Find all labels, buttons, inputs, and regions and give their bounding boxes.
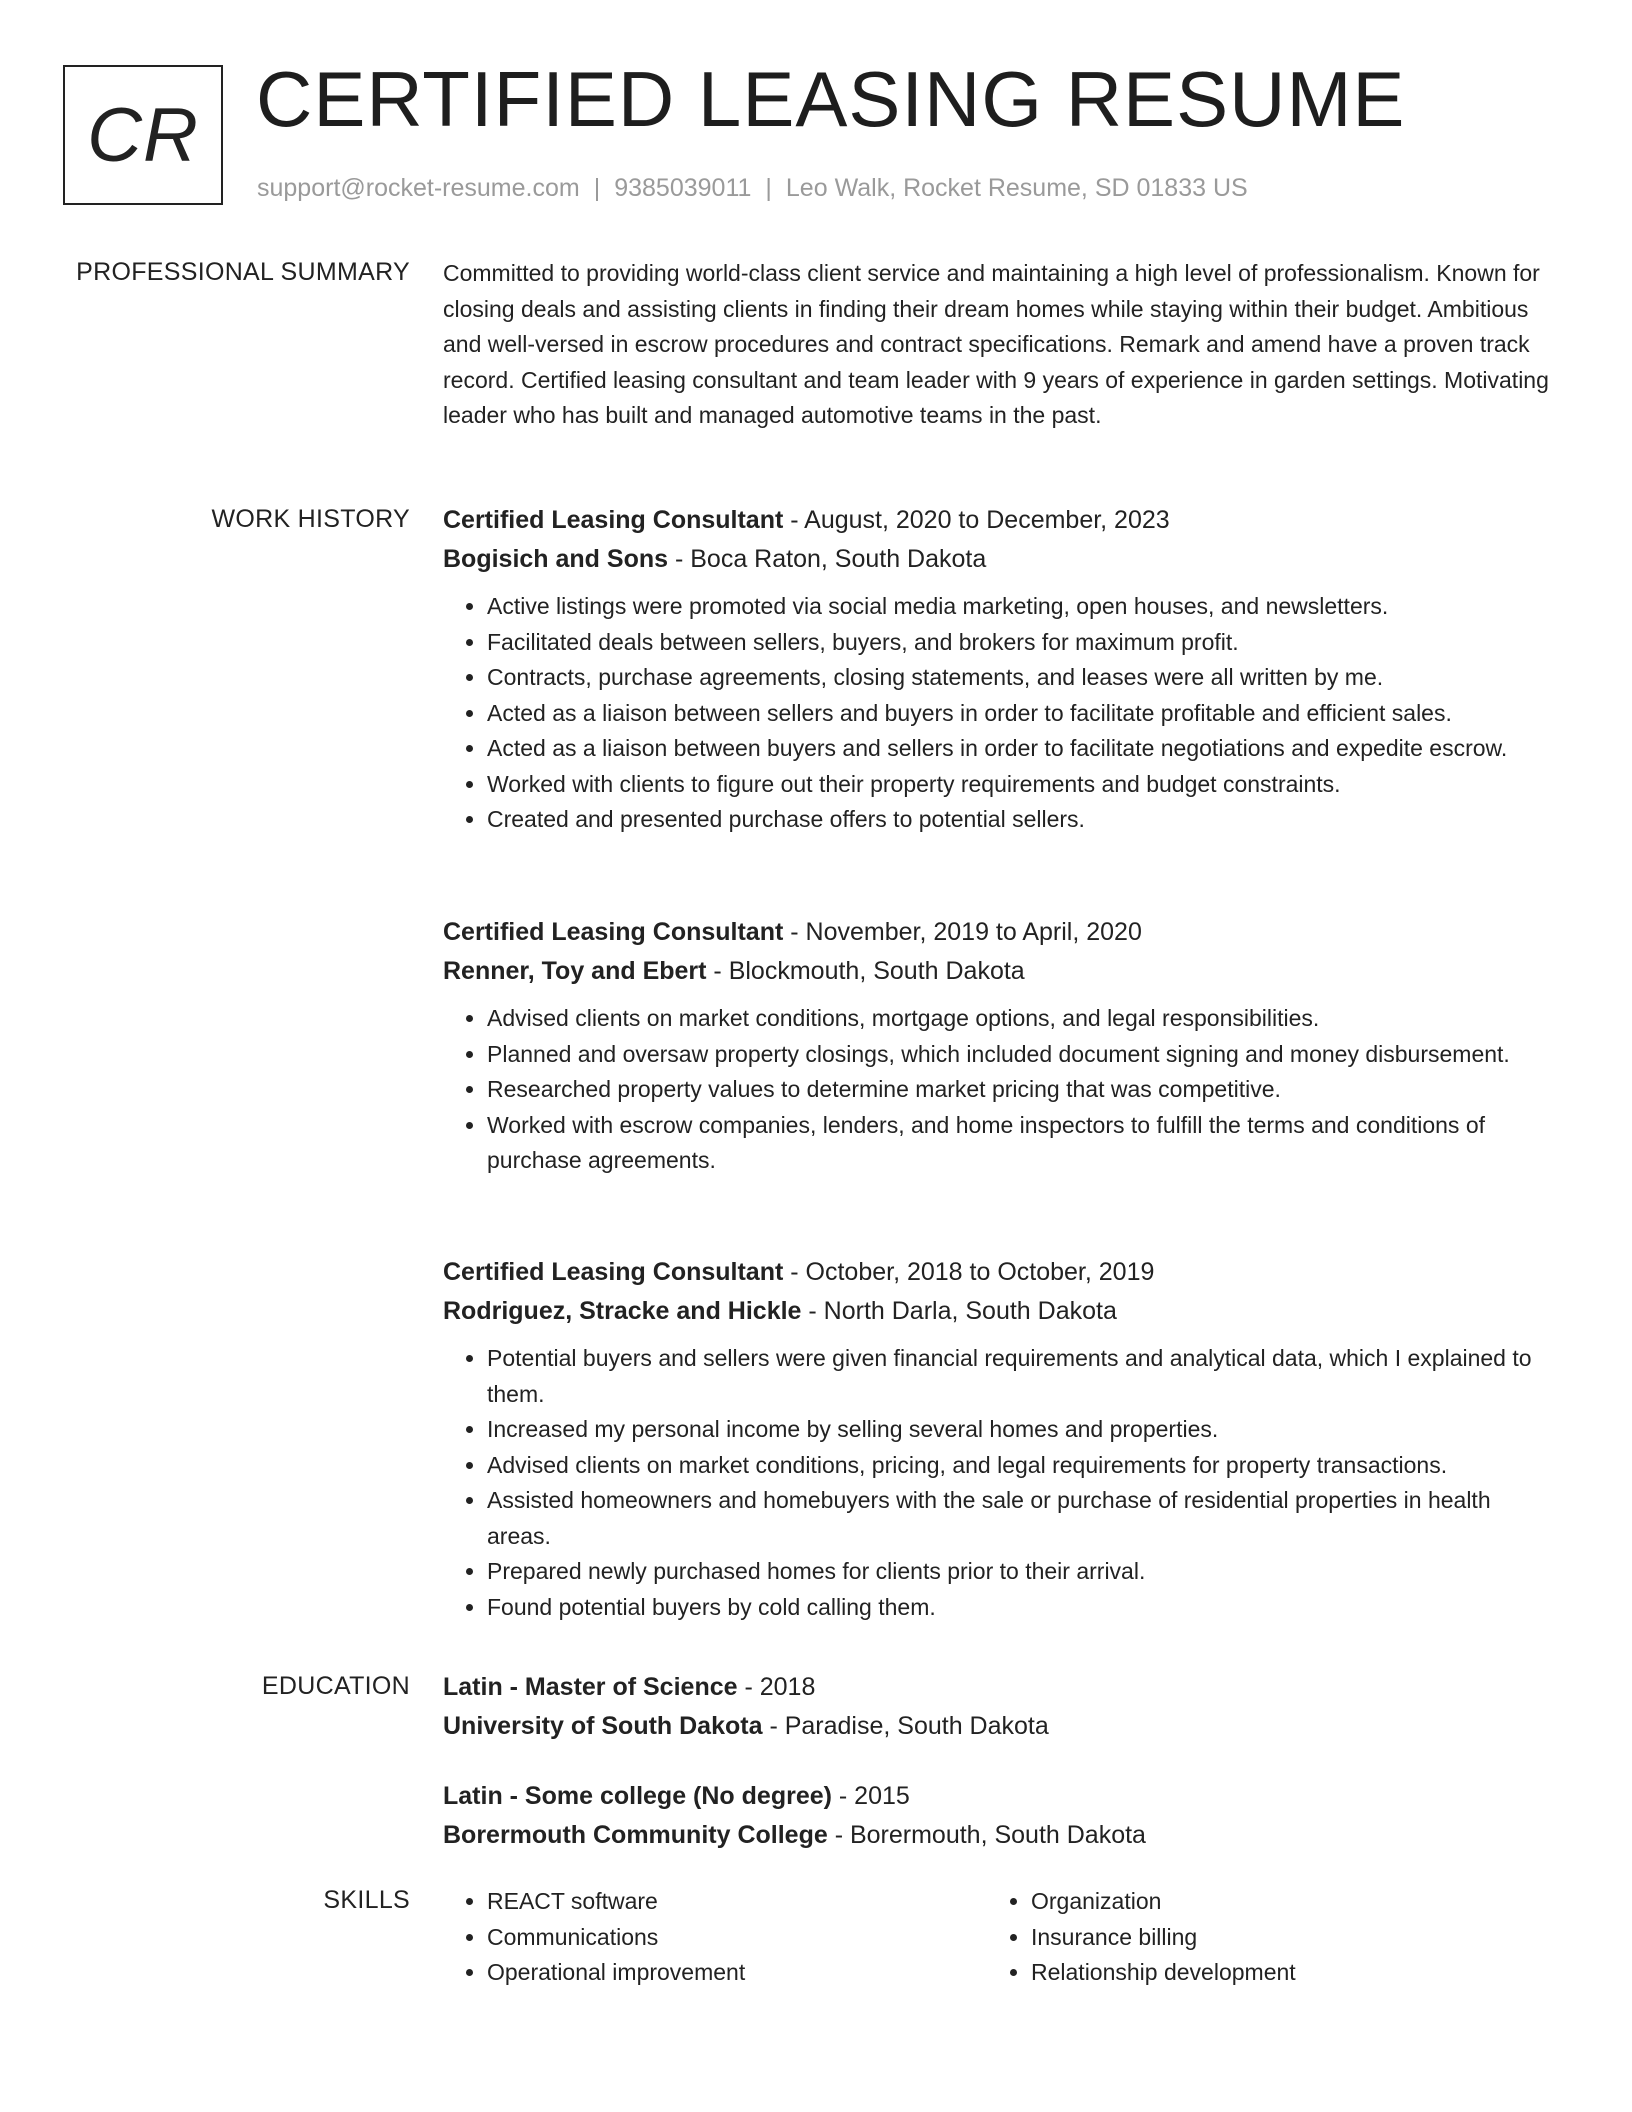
- contact-separator: |: [765, 174, 772, 202]
- job-bullet: • Contracts, purchase agreements, closing statements, and leases were all written by me.: [487, 660, 1553, 696]
- monogram-logo: CR: [63, 65, 223, 205]
- education-degree: Latin - Master of Science: [443, 1673, 738, 1701]
- education-location: - Borermouth, South Dakota: [827, 1821, 1146, 1849]
- section-label-work-history: WORK HISTORY: [211, 505, 410, 533]
- job-location: - North Darla, South Dakota: [801, 1297, 1117, 1325]
- job-bullets: [443, 589, 1553, 838]
- skills-column-left: [443, 1884, 983, 1991]
- job-bullet: • Active listings were promoted via social media marketing, open houses, and newsletters.: [487, 589, 1553, 625]
- education-location: - Paradise, South Dakota: [762, 1712, 1049, 1740]
- education-school: Borermouth Community College: [443, 1821, 828, 1849]
- job-title: Certified Leasing Consultant: [443, 1258, 784, 1286]
- skill-item: • Relationship development: [1031, 1955, 1547, 1991]
- education-degree-line: [443, 1777, 1553, 1816]
- job-location: - Boca Raton, South Dakota: [668, 545, 987, 573]
- skills-column-right: [987, 1884, 1547, 1991]
- job-company: Rodriguez, Stracke and Hickle: [443, 1297, 802, 1325]
- job-bullet: • Potential buyers and sellers were given financial requirements and analytical data, which I explained to them.: [487, 1341, 1553, 1412]
- contact-address: Leo Walk, Rocket Resume, SD 01833 US: [785, 174, 1248, 202]
- education-degree: Latin - Some college (No degree): [443, 1782, 832, 1810]
- job-dates: - August, 2020 to December, 2023: [783, 506, 1170, 534]
- section-label-skills: SKILLS: [323, 1886, 410, 1914]
- section-label-education: EDUCATION: [261, 1672, 410, 1700]
- job-bullet: • Created and presented purchase offers to potential sellers.: [487, 802, 1553, 838]
- education-entry: [443, 1668, 1553, 1746]
- job-bullet: • Acted as a liaison between buyers and sellers in order to facilitate negotiations and expedite escrow.: [487, 731, 1553, 767]
- job-location: - Blockmouth, South Dakota: [706, 957, 1025, 985]
- job-bullet: • Found potential buyers by cold calling them.: [487, 1590, 1553, 1626]
- job-bullet: • Worked with clients to figure out their property requirements and budget constraints.: [487, 767, 1553, 803]
- job-company: Renner, Toy and Ebert: [443, 957, 707, 985]
- job-bullet: • Advised clients on market conditions, pricing, and legal requirements for property transactions.: [487, 1448, 1553, 1484]
- contact-phone[interactable]: 9385039011: [614, 174, 752, 202]
- job-title-line: [443, 501, 1553, 540]
- job-bullets: [443, 1001, 1553, 1179]
- job-title-line: [443, 1253, 1553, 1292]
- job-bullet: • Increased my personal income by selling several homes and properties.: [487, 1412, 1553, 1448]
- job-company-line: [443, 952, 1553, 991]
- skill-item: • Operational improvement: [487, 1955, 983, 1991]
- job-company-line: [443, 1292, 1553, 1331]
- education-entry: [443, 1777, 1553, 1855]
- skills-list: [987, 1884, 1547, 1991]
- job-bullets: [443, 1341, 1553, 1625]
- summary-text: Committed to providing world-class client service and maintaining a high level of professionalism. Known for closing deals and assisting clients in finding their dream homes while staying within their budget. Ambitious and well-versed in escrow procedures and contract specifications. Remark and amend have a proven track record. Certified leasing consultant and team leader with 9 years of experience in garden settings. Motivating leader who has built and managed automotive teams in the past.: [443, 260, 1549, 428]
- job-bullet: • Acted as a liaison between sellers and buyers in order to facilitate profitable and efficient sales.: [487, 696, 1553, 732]
- job-entry: [443, 501, 1553, 838]
- skill-item: • Communications: [487, 1920, 983, 1956]
- section-label-summary: PROFESSIONAL SUMMARY: [76, 258, 410, 286]
- skills-list: [443, 1884, 983, 1991]
- job-dates: - November, 2019 to April, 2020: [783, 918, 1142, 946]
- job-dates: - October, 2018 to October, 2019: [783, 1258, 1155, 1286]
- job-entry: [443, 913, 1553, 1179]
- job-bullet: • Advised clients on market conditions, mortgage options, and legal responsibilities.: [487, 1001, 1553, 1037]
- job-bullet: • Assisted homeowners and homebuyers with the sale or purchase of residential properties in health areas.: [487, 1483, 1553, 1554]
- education-school-line: [443, 1816, 1553, 1855]
- contact-line: [257, 174, 1248, 203]
- contact-email[interactable]: support@rocket-resume.com: [257, 174, 580, 202]
- job-title-line: [443, 913, 1553, 952]
- job-title: Certified Leasing Consultant: [443, 506, 784, 534]
- skill-item: • Insurance billing: [1031, 1920, 1547, 1956]
- job-entry: [443, 1253, 1553, 1625]
- job-bullet: • Worked with escrow companies, lenders, and home inspectors to fulfill the terms and conditions of purchase agreements.: [487, 1108, 1553, 1179]
- skill-item: • Organization: [1031, 1884, 1547, 1920]
- education-year: - 2015: [831, 1782, 910, 1810]
- job-bullet: • Researched property values to determine market pricing that was competitive.: [487, 1072, 1553, 1108]
- education-school: University of South Dakota: [443, 1712, 763, 1740]
- resume-title: CERTIFIED LEASING RESUME: [256, 55, 1406, 143]
- job-bullet: • Prepared newly purchased homes for clients prior to their arrival.: [487, 1554, 1553, 1590]
- job-company: Bogisich and Sons: [443, 545, 669, 573]
- job-bullet: • Facilitated deals between sellers, buyers, and brokers for maximum profit.: [487, 625, 1553, 661]
- education-school-line: [443, 1707, 1553, 1746]
- education-degree-line: [443, 1668, 1553, 1707]
- skill-item: • REACT software: [487, 1884, 983, 1920]
- contact-separator: |: [593, 174, 601, 202]
- job-company-line: [443, 540, 1553, 579]
- job-bullet: • Planned and oversaw property closings, which included document signing and money disbursement.: [487, 1037, 1553, 1073]
- education-year: - 2018: [737, 1673, 816, 1701]
- job-title: Certified Leasing Consultant: [443, 918, 784, 946]
